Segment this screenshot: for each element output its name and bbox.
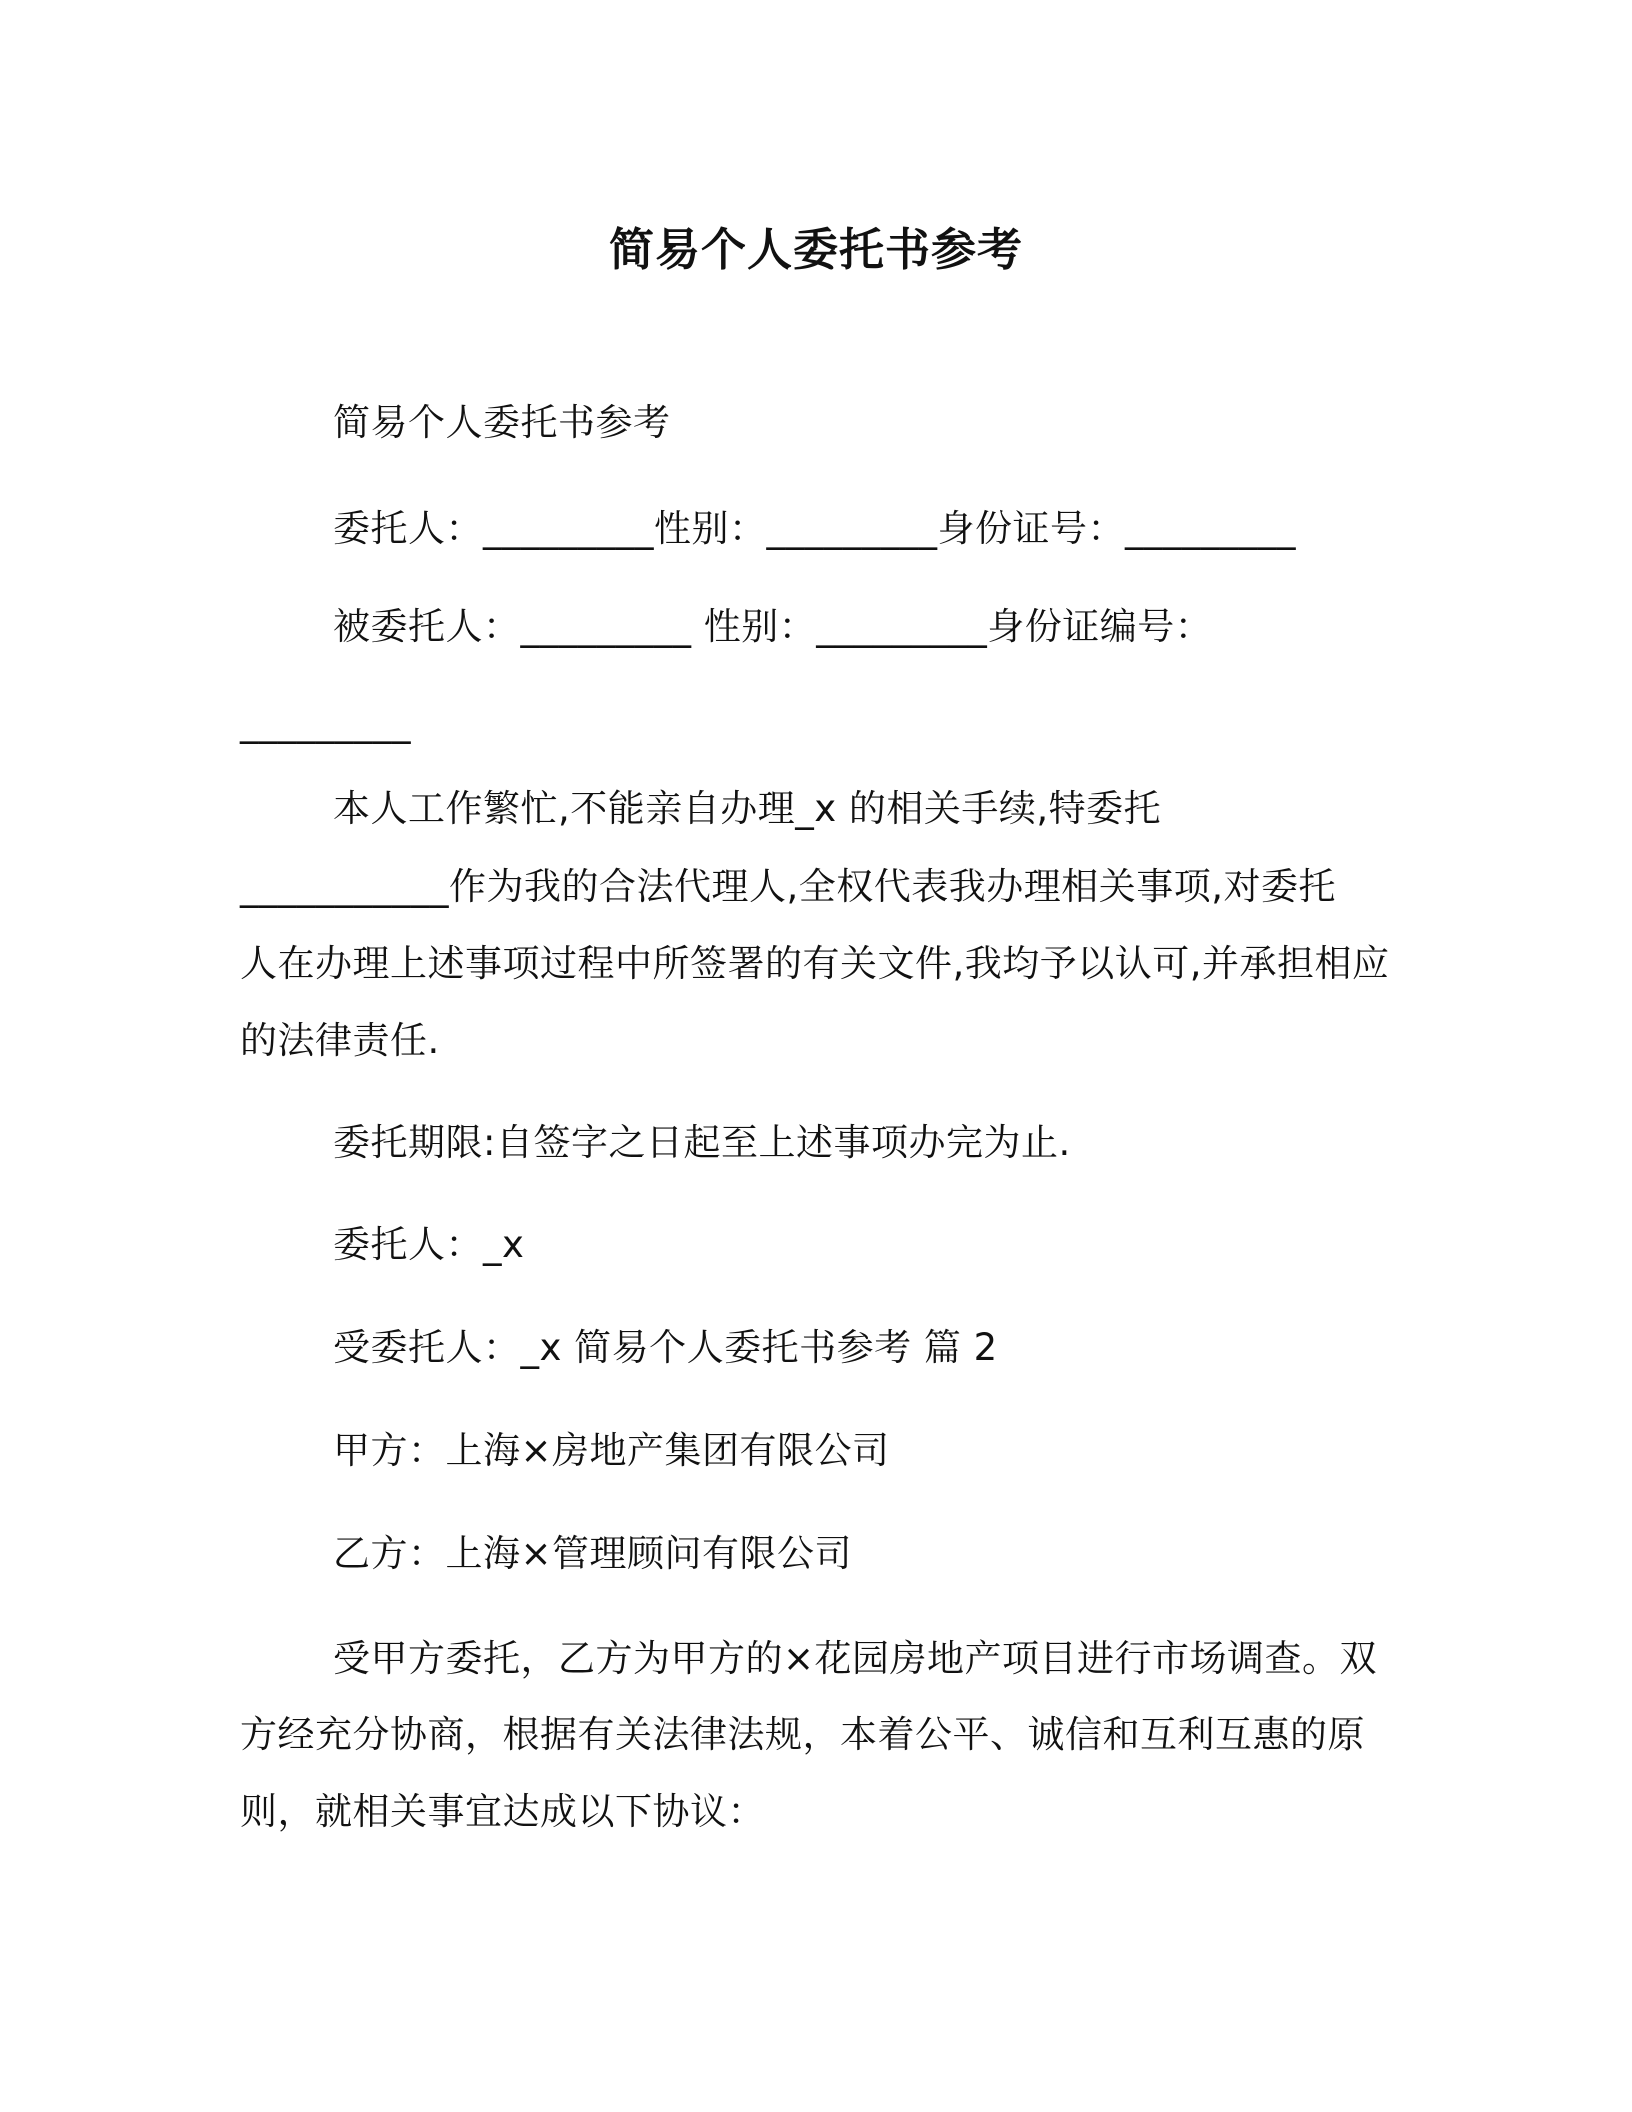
agreement-paragraph-line-1: 受甲方委托，乙方为甲方的×花园房地产项目进行市场调查。双 xyxy=(333,1637,1378,1680)
agent-info-line: 被委托人：_________ 性别：_________身份证编号： xyxy=(333,605,1213,648)
agreement-paragraph-line-3: 则，就相关事宜达成以下协议： xyxy=(240,1790,765,1833)
agent-signature-line: 受委托人：_x 简易个人委托书参考 篇 2 xyxy=(333,1326,998,1369)
delegation-paragraph-line-4: 的法律责任. xyxy=(240,1019,440,1062)
agreement-paragraph-line-2: 方经充分协商，根据有关法律法规，本着公平、诚信和互利互惠的原 xyxy=(240,1713,1365,1756)
party-b-line: 乙方：上海×管理顾问有限公司 xyxy=(333,1532,853,1575)
delegation-paragraph-line-1: 本人工作繁忙,不能亲自办理_x 的相关手续,特委托 xyxy=(333,787,1162,830)
agent-id-blank-line: _________ xyxy=(240,701,411,744)
document-title: 简易个人委托书参考 xyxy=(608,223,1023,276)
term-line: 委托期限:自签字之日起至上述事项办完为止. xyxy=(333,1121,1071,1164)
delegation-paragraph-line-2: ___________作为我的合法代理人,全权代表我办理相关事项,对委托 xyxy=(240,865,1337,908)
principal-signature-line: 委托人：_x xyxy=(333,1223,525,1266)
principal-info-line: 委托人：_________性别：_________身份证号：_________ xyxy=(333,507,1296,550)
delegation-paragraph-line-3: 人在办理上述事项过程中所签署的有关文件,我均予以认可,并承担相应 xyxy=(240,942,1390,985)
party-a-line: 甲方：上海×房地产集团有限公司 xyxy=(333,1429,890,1472)
subtitle-line: 简易个人委托书参考 xyxy=(333,401,671,444)
